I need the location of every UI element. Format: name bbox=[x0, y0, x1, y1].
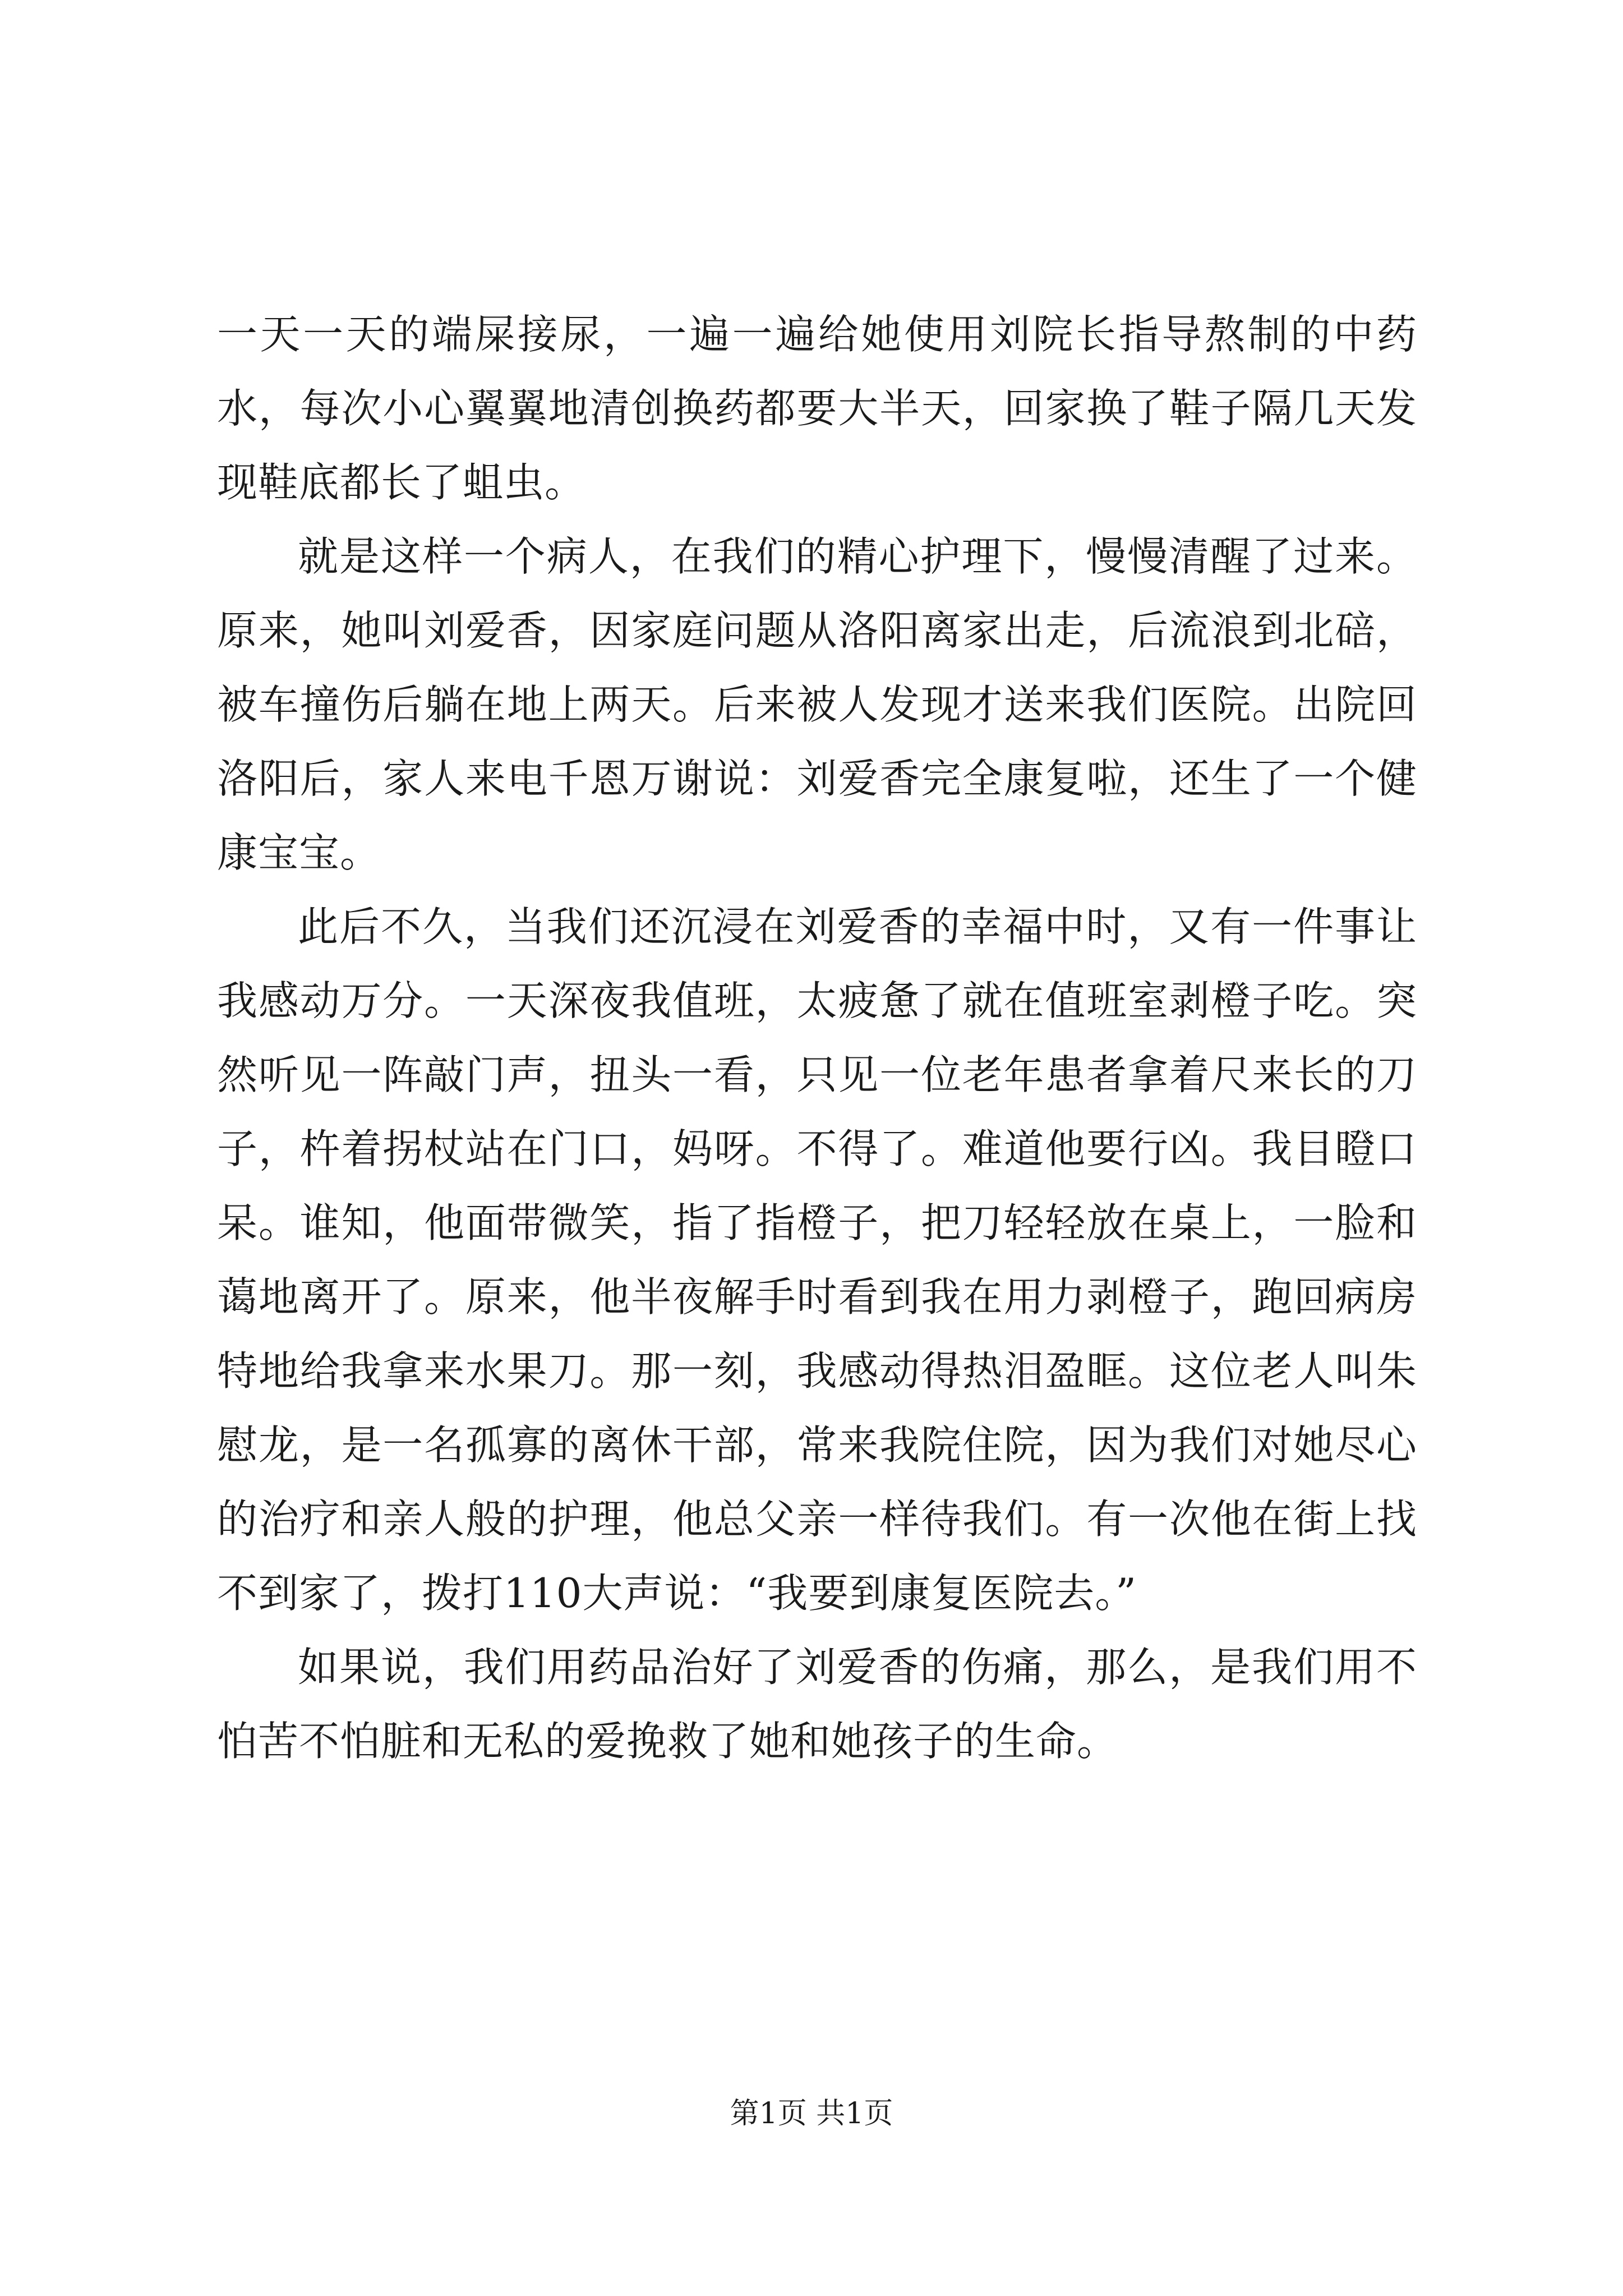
page-footer: 第1页 共1页 bbox=[730, 2097, 893, 2131]
paragraph: 如果说，我们用药品治好了刘爱香的伤痛，那么，是我们用不怕苦不怕脏和无私的爱挽救了她和她孩子的生命。 bbox=[217, 1644, 1417, 1765]
paragraph: 此后不久，当我们还沉浸在刘爱香的幸福中时，又有一件事让我感动万分。一天深夜我值班，太疲惫了就在值班室剥橙子吃。突然听见一阵敲门声，扭头一看，只见一位老年患者拿着尺来长的刀子，杵着拐杖站在门口，妈呀。不得了。难道他要行凶。我目瞪口呆。谁知，他面带微笑，指了指橙子，把刀轻轻放在桌上，一脸和蔼地离开了。原来，他半夜解手时看到我在用力剥橙子，跑回病房特地给我拿来水果刀。那一刻，我感动得热泪盈眶。这位老人叫朱慰龙，是一名孤寡的离休干部，常来我院住院，因为我们对她尽心的治疗和亲人般的护理，他总父亲一样待我们。有一次他在街上找不到家了，拨打110大声说：“我要到康复医院去。” bbox=[217, 903, 1417, 1617]
paragraph-continuation: 一天一天的端屎接尿，一遍一遍给她使用刘院长指导熬制的中药水，每次小心翼翼地清创换药都要大半天，回家换了鞋子隔几天发现鞋底都长了蛆虫。 bbox=[217, 311, 1417, 506]
document-body bbox=[217, 297, 1417, 1778]
paragraph: 就是这样一个病人，在我们的精心护理下，慢慢清醒了过来。原来，她叫刘爱香，因家庭问题从洛阳离家出走，后流浪到北碚，被车撞伤后躺在地上两天。后来被人发现才送来我们医院。出院回洛阳后，家人来电千恩万谢说：刘爱香完全康复啦，还生了一个健康宝宝。 bbox=[217, 533, 1417, 876]
